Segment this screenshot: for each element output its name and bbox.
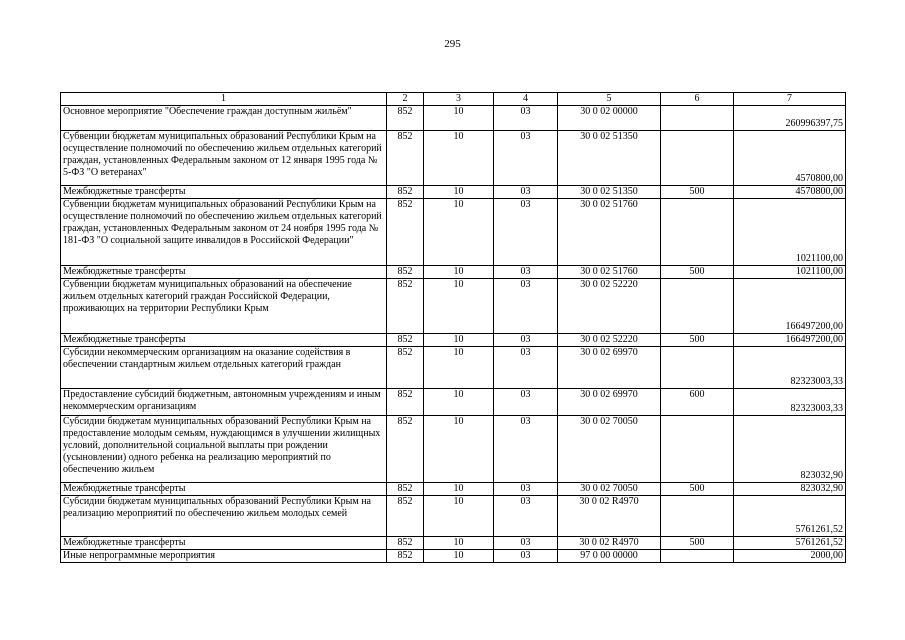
column-header: 5 bbox=[558, 93, 661, 106]
row-amount: 1021100,00 bbox=[734, 199, 846, 266]
row-expense: 500 bbox=[661, 537, 734, 550]
row-target: 30 0 02 R4970 bbox=[558, 537, 661, 550]
row-amount: 4570800,00 bbox=[734, 186, 846, 199]
row-subsection: 03 bbox=[494, 186, 558, 199]
row-amount: 82323003,33 bbox=[734, 347, 846, 389]
row-expense: 500 bbox=[661, 186, 734, 199]
row-name: Иные непрограммные мероприятия bbox=[61, 550, 387, 563]
row-code: 852 bbox=[387, 416, 424, 483]
row-subsection: 03 bbox=[494, 483, 558, 496]
row-section: 10 bbox=[424, 279, 494, 334]
row-name: Субсидии бюджетам муниципальных образований Республики Крым на реализацию мероприятий по обеспечению жильем молодых семей bbox=[61, 496, 387, 537]
row-code: 852 bbox=[387, 347, 424, 389]
row-target: 30 0 02 70050 bbox=[558, 416, 661, 483]
row-target: 30 0 02 52220 bbox=[558, 334, 661, 347]
table-row bbox=[61, 550, 846, 563]
row-section: 10 bbox=[424, 537, 494, 550]
row-expense bbox=[661, 279, 734, 334]
row-amount: 4570800,00 bbox=[734, 131, 846, 186]
row-name: Межбюджетные трансферты bbox=[61, 483, 387, 496]
column-header: 3 bbox=[424, 93, 494, 106]
row-name: Предоставление субсидий бюджетным, автономным учреждениям и иным некоммерческим организациям bbox=[61, 389, 387, 416]
row-section: 10 bbox=[424, 483, 494, 496]
column-header: 7 bbox=[734, 93, 846, 106]
row-subsection: 03 bbox=[494, 537, 558, 550]
row-name: Межбюджетные трансферты bbox=[61, 266, 387, 279]
page-number: 295 bbox=[444, 38, 461, 50]
row-amount: 5761261,52 bbox=[734, 496, 846, 537]
row-code: 852 bbox=[387, 537, 424, 550]
row-amount: 823032,90 bbox=[734, 416, 846, 483]
row-code: 852 bbox=[387, 279, 424, 334]
row-subsection: 03 bbox=[494, 496, 558, 537]
row-code: 852 bbox=[387, 334, 424, 347]
row-section: 10 bbox=[424, 496, 494, 537]
row-section: 10 bbox=[424, 550, 494, 563]
column-header: 4 bbox=[494, 93, 558, 106]
row-expense: 600 bbox=[661, 389, 734, 416]
row-expense bbox=[661, 131, 734, 186]
table-row bbox=[61, 347, 846, 389]
row-subsection: 03 bbox=[494, 106, 558, 131]
row-target: 30 0 02 51760 bbox=[558, 199, 661, 266]
table-row bbox=[61, 199, 846, 266]
table-row bbox=[61, 537, 846, 550]
row-name: Межбюджетные трансферты bbox=[61, 537, 387, 550]
table-row bbox=[61, 186, 846, 199]
row-expense bbox=[661, 106, 734, 131]
column-header: 6 bbox=[661, 93, 734, 106]
row-expense bbox=[661, 550, 734, 563]
row-target: 30 0 02 51350 bbox=[558, 131, 661, 186]
row-section: 10 bbox=[424, 334, 494, 347]
row-target: 30 0 02 52220 bbox=[558, 279, 661, 334]
row-code: 852 bbox=[387, 266, 424, 279]
budget-table bbox=[60, 92, 846, 563]
row-target: 30 0 02 51760 bbox=[558, 266, 661, 279]
row-code: 852 bbox=[387, 186, 424, 199]
row-expense: 500 bbox=[661, 266, 734, 279]
row-subsection: 03 bbox=[494, 389, 558, 416]
row-amount: 82323003,33 bbox=[734, 389, 846, 416]
row-section: 10 bbox=[424, 389, 494, 416]
table-row bbox=[61, 131, 846, 186]
row-expense bbox=[661, 416, 734, 483]
row-amount: 166497200,00 bbox=[734, 279, 846, 334]
row-subsection: 03 bbox=[494, 416, 558, 483]
row-code: 852 bbox=[387, 106, 424, 131]
row-code: 852 bbox=[387, 199, 424, 266]
table-row bbox=[61, 266, 846, 279]
row-target: 30 0 02 69970 bbox=[558, 347, 661, 389]
row-section: 10 bbox=[424, 186, 494, 199]
row-amount: 1021100,00 bbox=[734, 266, 846, 279]
row-code: 852 bbox=[387, 550, 424, 563]
row-section: 10 bbox=[424, 347, 494, 389]
row-code: 852 bbox=[387, 496, 424, 537]
row-amount: 5761261,52 bbox=[734, 537, 846, 550]
row-subsection: 03 bbox=[494, 347, 558, 389]
row-amount: 2000,00 bbox=[734, 550, 846, 563]
row-target: 30 0 02 R4970 bbox=[558, 496, 661, 537]
row-name: Субсидии бюджетам муниципальных образований Республики Крым на предоставление молодым семьям, нуждающимся в улучшении жилищных условий, дополнительной социальной выплаты при рождении (усыновлении) одного ребенка на реализацию мероприятий по обеспечению жильем bbox=[61, 416, 387, 483]
row-target: 30 0 02 69970 bbox=[558, 389, 661, 416]
table-row bbox=[61, 389, 846, 416]
row-target: 30 0 02 70050 bbox=[558, 483, 661, 496]
row-code: 852 bbox=[387, 389, 424, 416]
table-row bbox=[61, 279, 846, 334]
row-section: 10 bbox=[424, 266, 494, 279]
row-target: 30 0 02 51350 bbox=[558, 186, 661, 199]
row-amount: 166497200,00 bbox=[734, 334, 846, 347]
row-expense: 500 bbox=[661, 483, 734, 496]
row-name: Субвенции бюджетам муниципальных образований Республики Крым на осуществление полномочий по обеспечению жильем отдельных категорий граждан, установленных Федеральным законом от 24 ноября 1995 года № 181-ФЗ "О социальной защите инвалидов в Российской Федерации" bbox=[61, 199, 387, 266]
row-subsection: 03 bbox=[494, 334, 558, 347]
row-section: 10 bbox=[424, 131, 494, 186]
table-row bbox=[61, 416, 846, 483]
table-row bbox=[61, 496, 846, 537]
row-name: Субвенции бюджетам муниципальных образований Республики Крым на осуществление полномочий по обеспечению жильем отдельных категорий граждан, установленных Федеральным законом от 12 января 1995 года № 5-ФЗ "О ветеранах" bbox=[61, 131, 387, 186]
row-subsection: 03 bbox=[494, 199, 558, 266]
row-subsection: 03 bbox=[494, 266, 558, 279]
column-header: 2 bbox=[387, 93, 424, 106]
row-expense bbox=[661, 347, 734, 389]
row-code: 852 bbox=[387, 483, 424, 496]
row-amount: 260996397,75 bbox=[734, 106, 846, 131]
row-code: 852 bbox=[387, 131, 424, 186]
row-section: 10 bbox=[424, 106, 494, 131]
table-row bbox=[61, 483, 846, 496]
row-name: Основное мероприятие "Обеспечение граждан доступным жильём" bbox=[61, 106, 387, 131]
row-expense bbox=[661, 199, 734, 266]
row-expense: 500 bbox=[661, 334, 734, 347]
row-name: Межбюджетные трансферты bbox=[61, 186, 387, 199]
row-name: Межбюджетные трансферты bbox=[61, 334, 387, 347]
row-subsection: 03 bbox=[494, 131, 558, 186]
row-name: Субсидии некоммерческим организациям на оказание содействия в обеспечении стандартным жильем отдельных категорий граждан bbox=[61, 347, 387, 389]
table-row bbox=[61, 334, 846, 347]
row-amount: 823032,90 bbox=[734, 483, 846, 496]
column-header-row bbox=[61, 93, 846, 106]
table-row bbox=[61, 106, 846, 131]
row-subsection: 03 bbox=[494, 550, 558, 563]
row-section: 10 bbox=[424, 199, 494, 266]
column-header: 1 bbox=[61, 93, 387, 106]
row-target: 30 0 02 00000 bbox=[558, 106, 661, 131]
row-expense bbox=[661, 496, 734, 537]
row-section: 10 bbox=[424, 416, 494, 483]
row-target: 97 0 00 00000 bbox=[558, 550, 661, 563]
row-subsection: 03 bbox=[494, 279, 558, 334]
row-name: Субвенции бюджетам муниципальных образований на обеспечение жильем отдельных категорий граждан Российской Федерации, проживающих на территории Республики Крым bbox=[61, 279, 387, 334]
